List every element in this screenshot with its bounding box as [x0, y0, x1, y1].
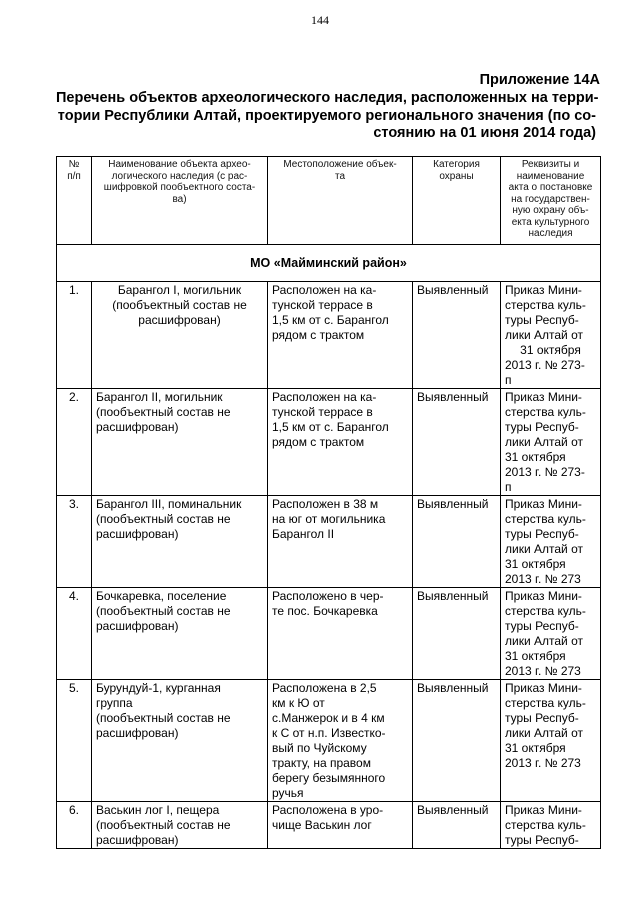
- title-line: стоянию на 01 июня 2014 года): [373, 125, 596, 141]
- protection-act: Приказ Мини- стерства куль- туры Респуб- лики Алтай от 31 октября 2013 г. № 273: [501, 496, 601, 588]
- object-location: Расположен на ка- тунской террасе в 1,5 км от с. Барангол рядом с трактом: [268, 389, 413, 496]
- table-row: [57, 588, 601, 680]
- row-number: 6.: [57, 802, 92, 849]
- object-location: Расположен на ка- тунской террасе в 1,5 км от с. Барангол рядом с трактом: [268, 282, 413, 389]
- document-title: [56, 90, 599, 143]
- object-name: Барангол III, поминальник (пообъектный состав не расшифрован): [92, 496, 268, 588]
- section-title: МО «Майминский район»: [57, 245, 601, 282]
- section-row: [57, 245, 601, 282]
- protection-act: Приказ Мини- стерства куль- туры Респуб- лики Алтай от 31 октября 2013 г. № 273: [501, 680, 601, 802]
- protection-category: Выявленный: [413, 496, 501, 588]
- protection-category: Выявленный: [413, 588, 501, 680]
- header-location: Местоположение объек- та: [268, 157, 413, 245]
- protection-category: Выявленный: [413, 282, 501, 389]
- protection-act: Приказ Мини- стерства куль- туры Респуб-: [501, 802, 601, 849]
- object-location: Расположено в чер- те пос. Бочкаревка: [268, 588, 413, 680]
- heritage-table: [56, 156, 601, 849]
- title-line: тории Республики Алтай, проектируемого регионального значения (по со-: [57, 107, 596, 124]
- table-header-row: [57, 157, 601, 245]
- row-number: 3.: [57, 496, 92, 588]
- header-num: № п/п: [57, 157, 92, 245]
- object-name: Бурундуй-1, курганная группа (пообъектный состав не расшифрован): [92, 680, 268, 802]
- header-name: Наименование объекта архео- логического наследия (с рас- шифровкой пообъектного соста- ва): [92, 157, 268, 245]
- header-category: Категория охраны: [413, 157, 501, 245]
- page-number: 144: [311, 13, 329, 27]
- table-row: [57, 389, 601, 496]
- object-name: Барангол II, могильник (пообъектный состав не расшифрован): [92, 389, 268, 496]
- protection-act: Приказ Мини- стерства куль- туры Респуб- лики Алтай от 31 октября 2013 г. № 273- п: [501, 282, 601, 389]
- object-name: Бочкаревка, поселение (пообъектный состав не расшифрован): [92, 588, 268, 680]
- protection-category: Выявленный: [413, 802, 501, 849]
- row-number: 5.: [57, 680, 92, 802]
- object-location: Расположена в 2,5 км к Ю от с.Манжерок и в 4 км к С от н.п. Известко- вый по Чуйскому тракту, на правом берегу безымянного ручья: [268, 680, 413, 802]
- table-row: [57, 496, 601, 588]
- protection-act: Приказ Мини- стерства куль- туры Респуб- лики Алтай от 31 октября 2013 г. № 273: [501, 588, 601, 680]
- object-location: Расположен в 38 м на юг от могильника Барангол II: [268, 496, 413, 588]
- object-name: Васькин лог I, пещера (пообъектный состав не расшифрован): [92, 802, 268, 849]
- protection-act: Приказ Мини- стерства куль- туры Респуб- лики Алтай от 31 октября 2013 г. № 273- п: [501, 389, 601, 496]
- table-row: [57, 282, 601, 389]
- title-line: Перечень объектов археологического наследия, расположенных на терри-: [56, 90, 599, 106]
- row-number: 4.: [57, 588, 92, 680]
- protection-category: Выявленный: [413, 389, 501, 496]
- table-row: [57, 802, 601, 849]
- appendix-label: Приложение 14А: [479, 72, 600, 88]
- header-details: Реквизиты и наименование акта о постановке на государствен- ную охрану объ- екта культурного наследия: [501, 157, 601, 245]
- row-number: 2.: [57, 389, 92, 496]
- row-number: 1.: [57, 282, 92, 389]
- table-row: [57, 680, 601, 802]
- object-location: Расположена в уро- чище Васькин лог: [268, 802, 413, 849]
- protection-category: Выявленный: [413, 680, 501, 802]
- object-name: Барангол I, могильник (пообъектный состав не расшифрован): [92, 282, 268, 389]
